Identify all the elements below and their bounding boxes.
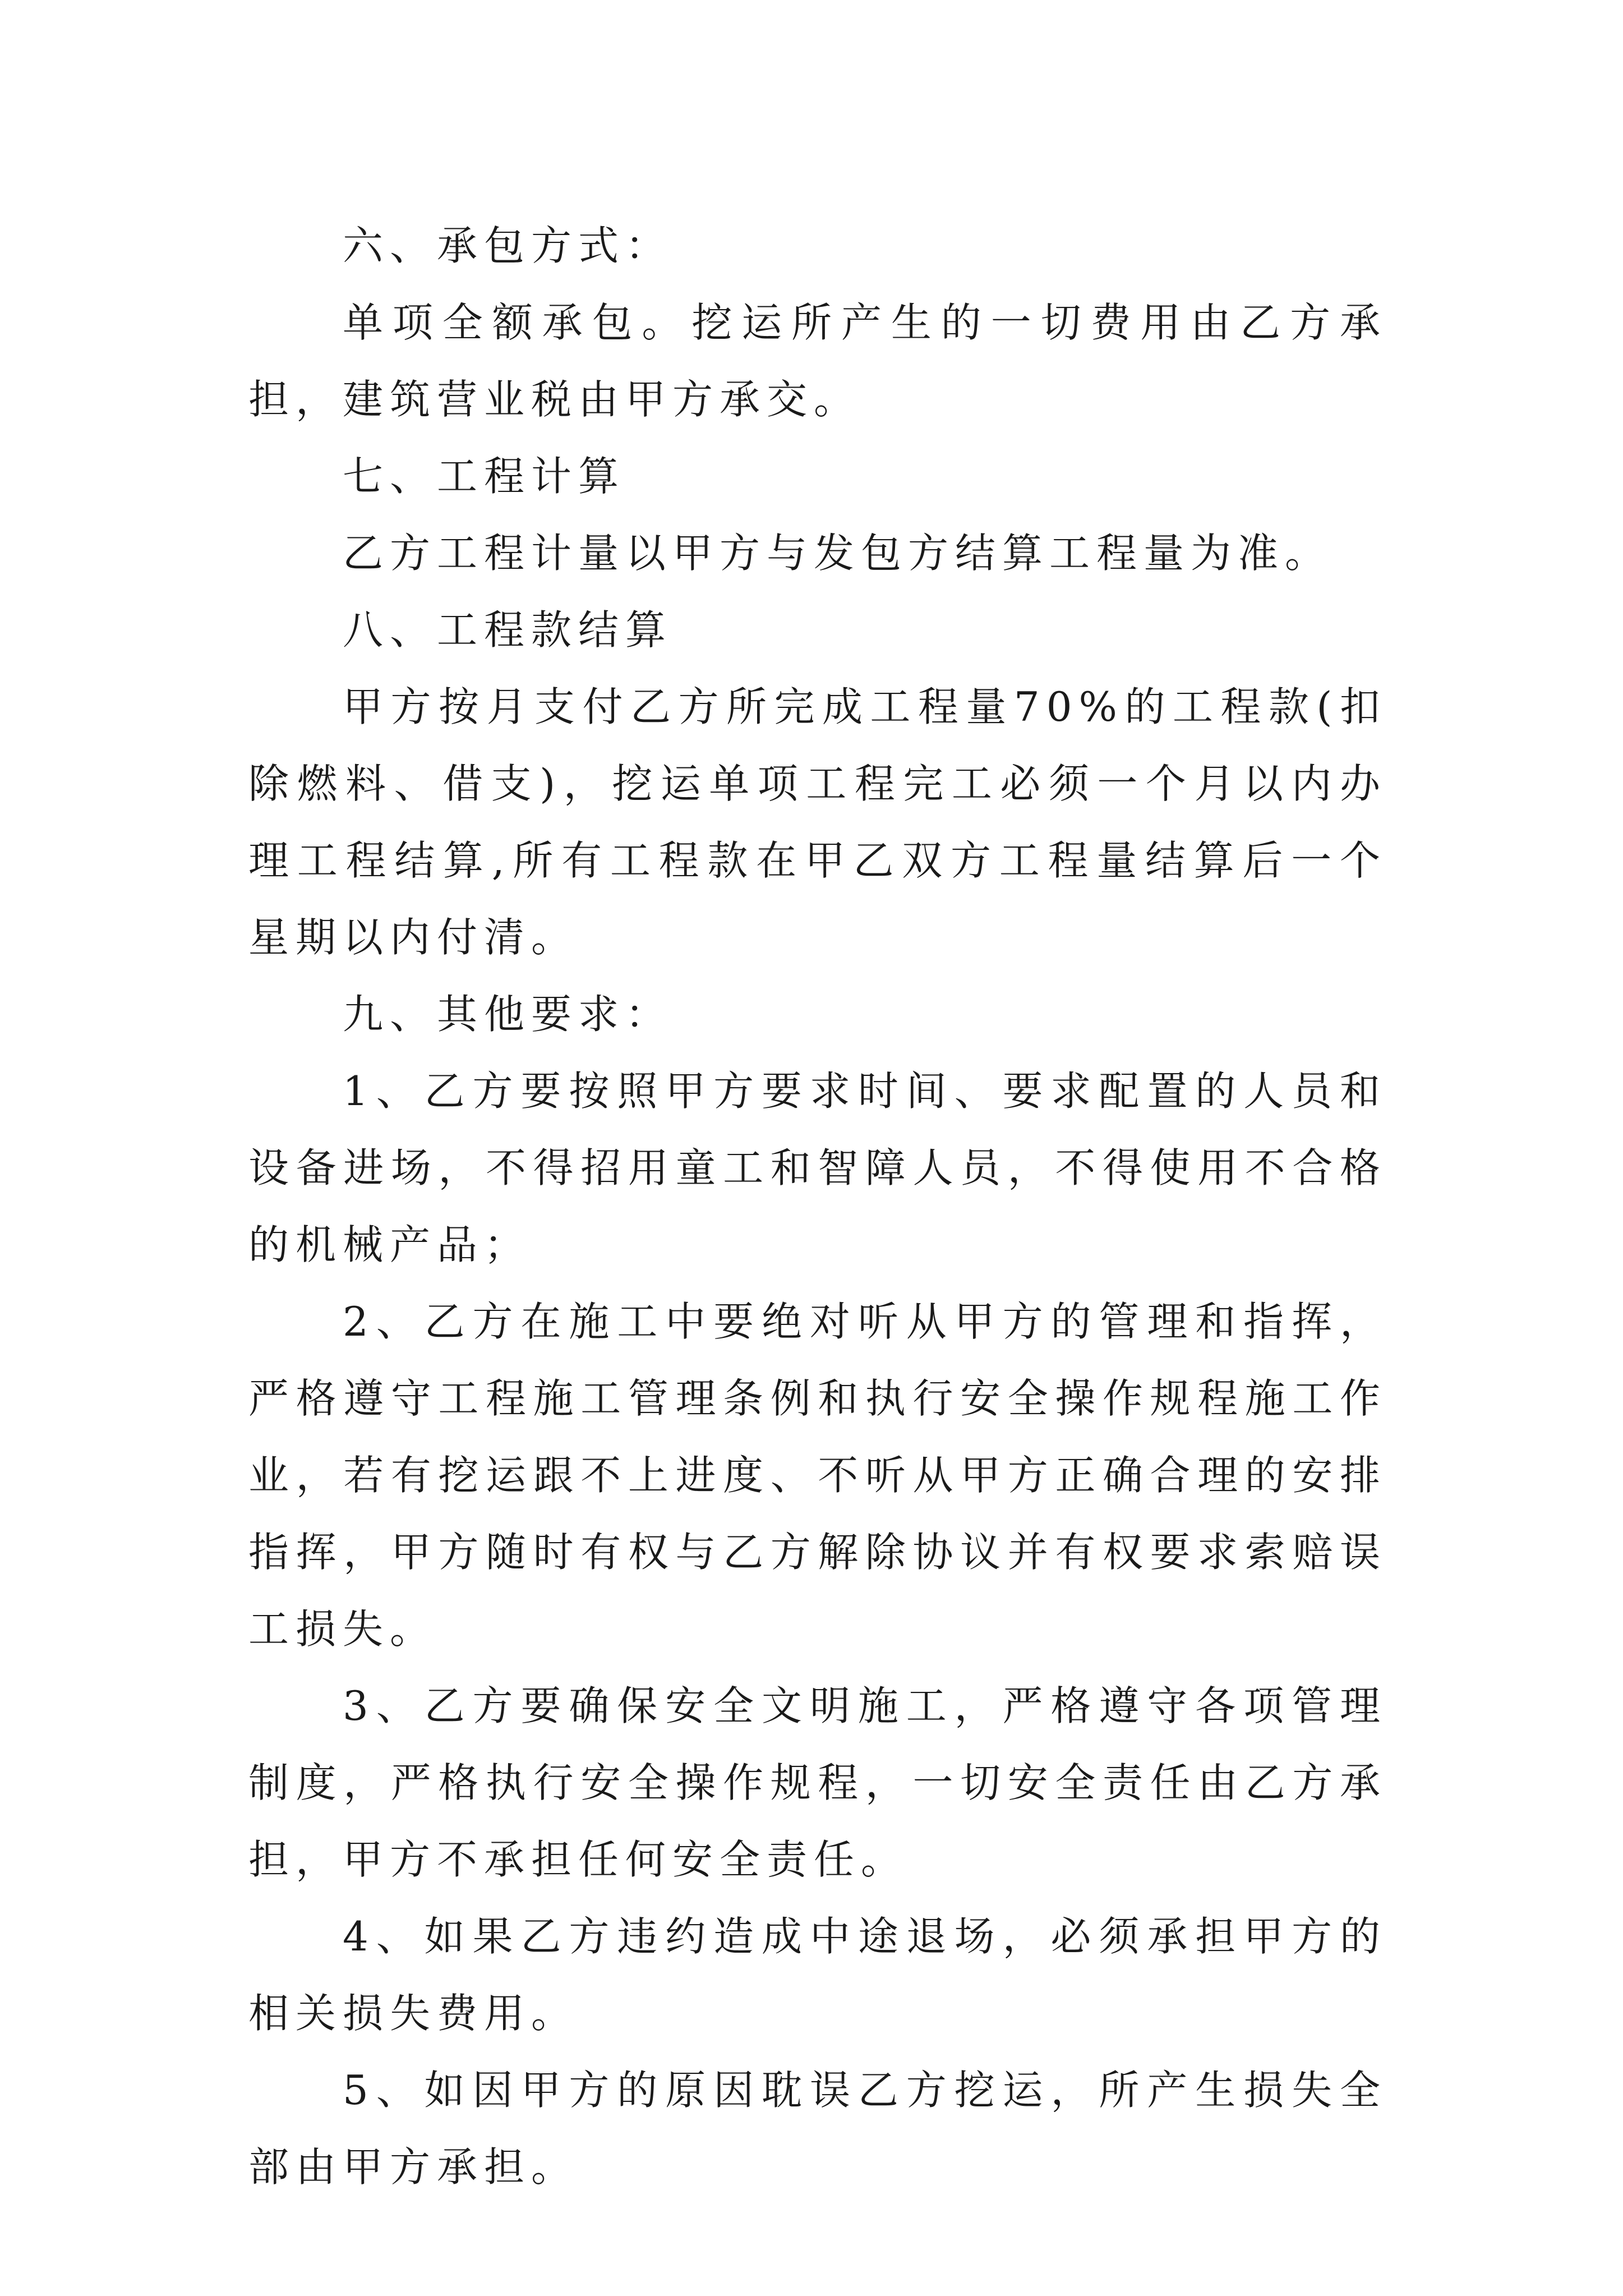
requirement-item-3: 3、乙方要确保安全文明施工，严格遵守各项管理制度，严格执行安全操作规程，一切安全责任由乙方承担，甲方不承担任何安全责任。 <box>248 1682 1387 1883</box>
document-body <box>248 208 1387 2206</box>
paragraph-payment-settlement: 甲方按月支付乙方所完成工程量70%的工程款(扣除燃料、借支)，挖运单项工程完工必须一个月以内办理工程结算,所有工程款在甲乙双方工程量结算后一个星期以内付清。 <box>248 683 1387 961</box>
paragraph-quantity-calculation: 乙方工程计量以甲方与发包方结算工程量为准。 <box>343 530 1332 577</box>
requirement-item-5: 5、如因甲方的原因耽误乙方挖运，所产生损失全部由甲方承担。 <box>248 2067 1387 2191</box>
requirement-item-2: 2、乙方在施工中要绝对听从甲方的管理和指挥，严格遵守工程施工管理条例和执行安全操作规程施工作业，若有挖运跟不上进度、不听从甲方正确合理的安排指挥，甲方随时有权与乙方解除协议并有权要求索赔误工损失。 <box>248 1298 1387 1653</box>
section-heading-other-requirements: 九、其他要求： <box>343 991 673 1038</box>
requirement-item-1: 1、乙方要按照甲方要求时间、要求配置的人员和设备进场，不得招用童工和智障人员，不得使用不合格的机械产品； <box>248 1068 1387 1268</box>
paragraph-contract-method: 单项全额承包。挖运所产生的一切费用由乙方承担，建筑营业税由甲方承交。 <box>248 299 1387 423</box>
section-heading-contract-method: 六、承包方式： <box>343 222 673 269</box>
requirement-item-4: 4、如果乙方违约造成中途退场，必须承担甲方的相关损失费用。 <box>248 1913 1387 2037</box>
section-heading-quantity-calculation: 七、工程计算 <box>343 453 626 500</box>
section-heading-payment-settlement: 八、工程款结算 <box>343 606 673 654</box>
